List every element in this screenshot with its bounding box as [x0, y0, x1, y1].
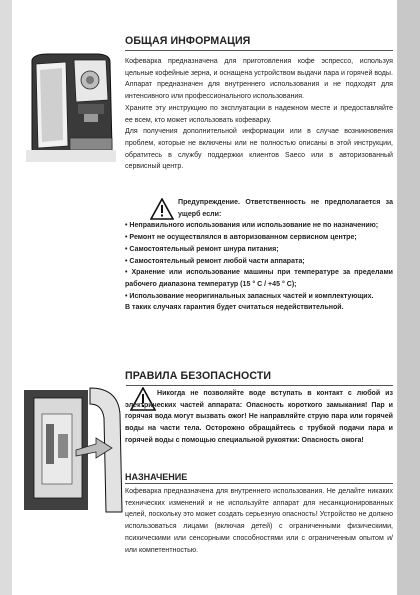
heading-rule — [125, 483, 393, 484]
general-paragraph-1: Кофеварка предназначена для приготовления кофе эспрессо, используя цельные кофейные зерна, и оснащена устройством выдачи пара и горячей воды. — [125, 58, 393, 77]
liability-item-4: • Самостоятельный ремонт любой части аппарата; — [125, 257, 305, 265]
general-paragraph-4: Для получения дополнительной информации или в случае возникновения проблем, которые не включены или не полностью описаны в этой инструкции, обратитесь в службу поддержки клиентов Saeco или в авторизованный сервисный центр. — [125, 128, 393, 171]
liability-item-1: • Неправильного использования или использование не по назначению; — [125, 222, 379, 230]
general-info-heading: ОБЩАЯ ИНФОРМАЦИЯ — [125, 35, 251, 47]
general-paragraph-2: Аппарат предназначен для внутреннего использования и не подходят для интенсивного или профессионального использования. — [125, 81, 393, 101]
liability-item-6: • Использование неоригинальных запасных частей и комплектующих. — [125, 292, 374, 300]
liability-item-3: • Самостоятельный ремонт шнура питания; — [125, 245, 279, 253]
purpose-heading: НАЗНАЧЕНИЕ — [125, 472, 188, 482]
general-paragraph-3: Храните эту инструкцию по эксплуатации в надежном месте и предоставляйте ее всем, кто может использовать кофеварку. — [125, 104, 393, 124]
heading-rule — [125, 50, 393, 51]
liability-outro: В таких случаях гарантия будет считаться недействительной. — [125, 304, 344, 312]
liability-item-2: • Ремонт не осуществлялся в авторизованном сервисном центре; — [125, 234, 357, 242]
left-margin-bar — [0, 0, 12, 595]
purpose-text: Кофеварка предназначена для внутреннего использования. Не делайте никаких технических изменений и не используйте аппарат для несанкционированных целей, поскольку это может создать серьезную опасность! Устройство не должно использоваться лицами (включая детей) с ограниченными физическими, психическими или сенсорными способностями или с ограниченным опытом и/или компетентностью. — [125, 488, 393, 554]
right-margin-bar — [397, 0, 420, 595]
heading-rule — [125, 385, 393, 386]
safety-rules-heading: ПРАВИЛА БЕЗОПАСНОСТИ — [125, 370, 272, 382]
coffee-machine-illustration — [26, 50, 116, 162]
safety-warning-text: Никогда не позволяйте воде вступать в контакт с любой из электрических частей аппарата: Опасность короткого замыкания! Пар и горячая вода могут вызвать ожог! Не направляйте струю пара или горячей воды на части тела. Осторожно обращайтесь с трубкой подачи пара и горячей воды с помощью специальной рукоятки: Опасность ожога! — [125, 390, 393, 444]
liability-warning-intro: Предупреждение. Ответственность не предполагается за ущерб если: — [178, 199, 393, 218]
liability-item-5: • Хранение или использование машины при температуре за пределами рабочего диапазона температур (15 ° C / +45 ° C); — [125, 269, 393, 288]
water-tank-illustration — [20, 384, 126, 516]
